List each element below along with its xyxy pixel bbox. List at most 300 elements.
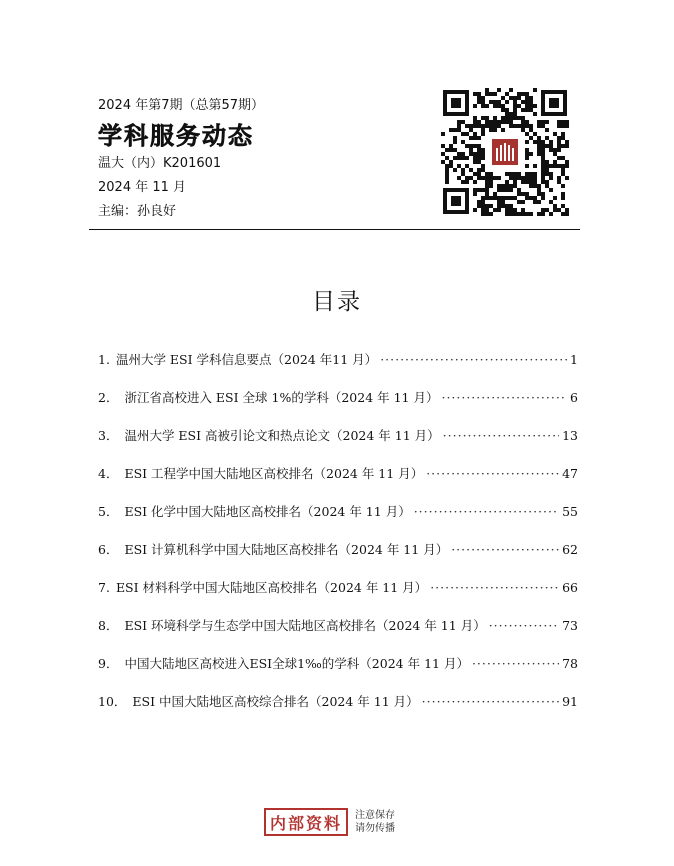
- qr-module: [481, 96, 485, 100]
- qr-module: [497, 208, 501, 212]
- qr-module: [481, 104, 485, 108]
- qr-module: [525, 96, 529, 100]
- qr-module: [489, 180, 493, 184]
- registration-number: 温大（内）K201601: [98, 156, 222, 171]
- qr-module: [553, 148, 557, 152]
- qr-module: [513, 96, 517, 100]
- qr-module: [521, 208, 525, 212]
- qr-module: [529, 212, 533, 216]
- qr-module: [525, 104, 529, 108]
- qr-module: [453, 156, 457, 160]
- qr-module: [537, 144, 541, 148]
- toc-leader-dots: [451, 542, 559, 557]
- qr-module: [561, 172, 565, 176]
- qr-module: [553, 196, 557, 200]
- qr-module: [517, 92, 521, 96]
- qr-module: [525, 212, 529, 216]
- toc-item-title: ESI 环境科学与生态学中国大陆地区高校排名（2024 年 11 月）: [124, 618, 486, 633]
- qr-module: [525, 164, 529, 168]
- qr-module: [489, 100, 493, 104]
- qr-module: [565, 120, 569, 124]
- qr-module: [557, 136, 561, 140]
- qr-module: [513, 208, 517, 212]
- qr-module: [489, 212, 493, 216]
- toc-item-number: 5．: [98, 504, 119, 519]
- qr-module: [541, 156, 545, 160]
- qr-module: [485, 212, 489, 216]
- qr-module: [561, 204, 565, 208]
- qr-module: [541, 172, 545, 176]
- qr-module: [473, 116, 477, 120]
- qr-module: [561, 184, 565, 188]
- qr-module: [477, 92, 481, 96]
- qr-module: [477, 124, 481, 128]
- qr-module: [549, 172, 553, 176]
- qr-module: [537, 188, 541, 192]
- qr-module: [517, 172, 521, 176]
- qr-module: [549, 200, 553, 204]
- qr-module: [489, 128, 493, 132]
- qr-module: [489, 176, 493, 180]
- qr-module: [493, 124, 497, 128]
- qr-module: [533, 180, 537, 184]
- qr-module: [505, 188, 509, 192]
- qr-module: [469, 168, 473, 172]
- qr-module: [453, 168, 457, 172]
- qr-module: [565, 160, 569, 164]
- qr-module: [453, 128, 457, 132]
- qr-module: [517, 116, 521, 120]
- qr-module: [521, 100, 525, 104]
- qr-module: [485, 116, 489, 120]
- qr-module: [557, 148, 561, 152]
- qr-module: [493, 192, 497, 196]
- qr-module: [453, 148, 457, 152]
- qr-module: [561, 168, 565, 172]
- qr-module: [545, 136, 549, 140]
- notice-line-1: 注意保存: [355, 810, 395, 821]
- qr-module: [473, 136, 477, 140]
- qr-module: [549, 140, 553, 144]
- qr-module: [525, 192, 529, 196]
- qr-module: [477, 144, 481, 148]
- qr-module: [457, 164, 461, 168]
- toc-leader-dots: [380, 352, 567, 367]
- qr-module: [497, 88, 501, 92]
- qr-module: [549, 188, 553, 192]
- toc-item[interactable]: [98, 616, 578, 636]
- qr-module: [493, 196, 497, 200]
- qr-module: [485, 176, 489, 180]
- toc-item[interactable]: [98, 654, 578, 674]
- toc-item-number: 3．: [98, 428, 119, 443]
- toc-item-number: 6．: [98, 542, 119, 557]
- toc-title: 目录: [312, 289, 362, 315]
- qr-module: [477, 136, 481, 140]
- qr-module: [489, 204, 493, 208]
- qr-module: [557, 120, 561, 124]
- qr-module: [561, 132, 565, 136]
- toc-item-page: 78: [562, 656, 578, 671]
- qr-module: [525, 120, 529, 124]
- qr-module: [497, 176, 501, 180]
- qr-module: [553, 152, 557, 156]
- toc-item-title: 温州大学 ESI 高被引论文和热点论文（2024 年 11 月）: [124, 428, 440, 443]
- qr-module: [505, 116, 509, 120]
- qr-module: [489, 196, 493, 200]
- qr-module: [453, 136, 457, 140]
- qr-module: [541, 212, 545, 216]
- qr-module: [513, 116, 517, 120]
- qr-module: [513, 104, 517, 108]
- qr-module: [489, 184, 493, 188]
- qr-module: [529, 136, 533, 140]
- qr-module: [537, 124, 541, 128]
- qr-module: [477, 160, 481, 164]
- qr-module: [561, 120, 565, 124]
- qr-module: [561, 156, 565, 160]
- qr-module: [537, 152, 541, 156]
- qr-module: [505, 196, 509, 200]
- qr-module: [497, 200, 501, 204]
- qr-module: [497, 184, 501, 188]
- qr-module: [537, 136, 541, 140]
- qr-module: [509, 116, 513, 120]
- qr-module: [517, 96, 521, 100]
- qr-module: [545, 144, 549, 148]
- qr-module: [541, 196, 545, 200]
- qr-module: [497, 104, 501, 108]
- qr-module: [541, 164, 545, 168]
- toc-item-page: 62: [562, 542, 578, 557]
- header-divider: [89, 229, 580, 230]
- qr-module: [445, 168, 449, 172]
- qr-module: [533, 176, 537, 180]
- qr-module: [493, 120, 497, 124]
- toc-item-number: 4．: [98, 466, 119, 481]
- toc-item[interactable]: [98, 426, 578, 446]
- qr-module: [469, 136, 473, 140]
- qr-module: [477, 168, 481, 172]
- qr-module: [457, 176, 461, 180]
- qr-module: [465, 124, 469, 128]
- qr-module: [513, 108, 517, 112]
- qr-module: [517, 176, 521, 180]
- toc-item[interactable]: [98, 502, 578, 522]
- qr-module: [473, 208, 477, 212]
- qr-module: [441, 144, 445, 148]
- qr-module: [541, 152, 545, 156]
- qr-module: [481, 148, 485, 152]
- qr-module: [465, 180, 469, 184]
- qr-module: [501, 184, 505, 188]
- qr-module: [545, 172, 549, 176]
- qr-module: [501, 128, 505, 132]
- qr-module: [477, 204, 481, 208]
- qr-module: [493, 208, 497, 212]
- qr-module: [533, 200, 537, 204]
- qr-module: [549, 176, 553, 180]
- toc-item-page: 66: [562, 580, 578, 595]
- toc-item-number: 7.: [98, 580, 110, 595]
- qr-module: [509, 204, 513, 208]
- qr-module: [481, 152, 485, 156]
- toc-item-page: 55: [562, 504, 578, 519]
- qr-module: [501, 104, 505, 108]
- qr-module: [465, 176, 469, 180]
- qr-module: [513, 112, 517, 116]
- qr-module: [449, 160, 453, 164]
- qr-module: [521, 116, 525, 120]
- qr-module: [481, 176, 485, 180]
- qr-module: [505, 212, 509, 216]
- qr-module: [529, 100, 533, 104]
- qr-module: [513, 184, 517, 188]
- qr-module: [529, 172, 533, 176]
- qr-module: [525, 180, 529, 184]
- qr-module: [529, 124, 533, 128]
- qr-module: [565, 144, 569, 148]
- qr-module: [529, 196, 533, 200]
- qr-module: [497, 204, 501, 208]
- qr-module: [461, 156, 465, 160]
- qr-module: [565, 164, 569, 168]
- qr-module: [473, 92, 477, 96]
- qr-module: [541, 208, 545, 212]
- qr-module: [473, 172, 477, 176]
- qr-module: [485, 184, 489, 188]
- qr-module: [481, 188, 485, 192]
- qr-module: [565, 140, 569, 144]
- qr-module: [493, 128, 497, 132]
- qr-module: [541, 120, 545, 124]
- qr-module: [473, 160, 477, 164]
- qr-module: [509, 188, 513, 192]
- qr-module: [441, 132, 445, 136]
- qr-module: [541, 124, 545, 128]
- qr-module: [525, 124, 529, 128]
- qr-module: [485, 204, 489, 208]
- qr-module: [521, 212, 525, 216]
- toc-item-page: 73: [562, 618, 578, 633]
- qr-module: [473, 120, 477, 124]
- toc-item[interactable]: [98, 692, 578, 712]
- qr-module: [561, 136, 565, 140]
- qr-module: [517, 192, 521, 196]
- toc-item[interactable]: [98, 540, 578, 560]
- qr-module: [541, 176, 545, 180]
- qr-module: [477, 152, 481, 156]
- qr-module: [557, 180, 561, 184]
- qr-module: [557, 144, 561, 148]
- toc-leader-dots: [426, 466, 559, 481]
- qr-module: [513, 172, 517, 176]
- qr-module: [461, 152, 465, 156]
- qr-code-icon[interactable]: [441, 88, 569, 216]
- qr-module: [477, 156, 481, 160]
- qr-module: [557, 208, 561, 212]
- toc-item[interactable]: [98, 464, 578, 484]
- qr-module: [445, 180, 449, 184]
- qr-module: [505, 100, 509, 104]
- qr-module: [529, 108, 533, 112]
- qr-module: [525, 100, 529, 104]
- confidentiality-notice: [355, 809, 395, 835]
- qr-module: [441, 160, 445, 164]
- qr-module: [465, 164, 469, 168]
- qr-module: [537, 192, 541, 196]
- publication-date: 2024 年 11 月: [98, 180, 187, 195]
- qr-module: [549, 148, 553, 152]
- qr-module: [545, 164, 549, 168]
- qr-module: [505, 172, 509, 176]
- toc-item-title: ESI 材料科学中国大陆地区高校排名（2024 年 11 月）: [115, 580, 428, 595]
- toc-item-number: 1.: [98, 352, 110, 367]
- qr-module: [517, 212, 521, 216]
- qr-module: [473, 144, 477, 148]
- qr-module: [545, 168, 549, 172]
- toc-item[interactable]: [98, 350, 578, 370]
- qr-module: [553, 204, 557, 208]
- qr-module: [501, 108, 505, 112]
- qr-module: [565, 208, 569, 212]
- qr-module: [509, 88, 513, 92]
- qr-module: [497, 100, 501, 104]
- qr-module: [533, 88, 537, 92]
- qr-module: [497, 120, 501, 124]
- qr-module: [477, 120, 481, 124]
- qr-module: [473, 124, 477, 128]
- qr-module: [485, 92, 489, 96]
- qr-module: [485, 172, 489, 176]
- qr-module: [461, 180, 465, 184]
- qr-module: [473, 188, 477, 192]
- qr-module: [481, 196, 485, 200]
- qr-module: [493, 100, 497, 104]
- qr-module: [473, 156, 477, 160]
- toc-item-number: 2．: [98, 390, 119, 405]
- qr-module: [561, 196, 565, 200]
- toc-item-title: 浙江省高校进入 ESI 全球 1%的学科（2024 年 11 月）: [124, 390, 439, 405]
- qr-module: [521, 92, 525, 96]
- toc-leader-dots: [441, 390, 567, 405]
- qr-module: [509, 212, 513, 216]
- qr-module: [469, 152, 473, 156]
- qr-module: [485, 120, 489, 124]
- qr-module: [501, 120, 505, 124]
- qr-module: [485, 180, 489, 184]
- qr-module: [513, 180, 517, 184]
- qr-module: [509, 112, 513, 116]
- qr-module: [505, 120, 509, 124]
- qr-module: [477, 148, 481, 152]
- qr-module: [521, 176, 525, 180]
- qr-module: [533, 196, 537, 200]
- qr-module: [513, 176, 517, 180]
- qr-module: [521, 120, 525, 124]
- qr-module: [461, 168, 465, 172]
- qr-module: [561, 124, 565, 128]
- qr-module: [541, 148, 545, 152]
- qr-module: [513, 100, 517, 104]
- qr-module: [553, 164, 557, 168]
- toc-item-title: ESI 中国大陆地区高校综合排名（2024 年 11 月）: [132, 694, 419, 709]
- qr-module: [549, 144, 553, 148]
- qr-module: [481, 116, 485, 120]
- toc-item[interactable]: [98, 388, 578, 408]
- qr-module: [473, 192, 477, 196]
- qr-module: [553, 208, 557, 212]
- qr-module: [485, 188, 489, 192]
- toc-item-number: 9．: [98, 656, 119, 671]
- qr-module: [529, 184, 533, 188]
- qr-module: [501, 204, 505, 208]
- editor-name: 主编：孙良好: [98, 204, 177, 219]
- qr-module: [509, 124, 513, 128]
- qr-module: [445, 176, 449, 180]
- qr-module: [481, 164, 485, 168]
- qr-module: [545, 208, 549, 212]
- qr-module: [541, 180, 545, 184]
- qr-module: [481, 208, 485, 212]
- qr-module: [525, 108, 529, 112]
- qr-module: [449, 128, 453, 132]
- notice-line-2: 请勿传播: [355, 823, 395, 834]
- qr-module: [557, 140, 561, 144]
- qr-module: [521, 108, 525, 112]
- qr-module: [445, 172, 449, 176]
- qr-module: [473, 152, 477, 156]
- qr-module: [477, 176, 481, 180]
- qr-module: [477, 100, 481, 104]
- qr-module: [473, 132, 477, 136]
- qr-module: [529, 180, 533, 184]
- qr-module: [517, 200, 521, 204]
- qr-module: [449, 144, 453, 148]
- qr-module: [557, 164, 561, 168]
- qr-module: [561, 212, 565, 216]
- qr-module: [477, 172, 481, 176]
- qr-module: [465, 156, 469, 160]
- qr-module: [513, 196, 517, 200]
- qr-module: [521, 128, 525, 132]
- qr-module: [481, 100, 485, 104]
- qr-module: [525, 156, 529, 160]
- toc-leader-dots: [489, 618, 559, 633]
- toc-item[interactable]: [98, 578, 578, 598]
- qr-module: [533, 104, 537, 108]
- qr-module: [493, 92, 497, 96]
- qr-module: [485, 124, 489, 128]
- qr-module: [505, 184, 509, 188]
- qr-module: [509, 176, 513, 180]
- qr-module: [537, 140, 541, 144]
- qr-module: [473, 104, 477, 108]
- qr-module: [529, 96, 533, 100]
- qr-module: [465, 132, 469, 136]
- qr-module: [449, 164, 453, 168]
- qr-module: [533, 164, 537, 168]
- qr-module: [485, 192, 489, 196]
- qr-module: [537, 200, 541, 204]
- qr-module: [529, 152, 533, 156]
- qr-module: [493, 116, 497, 120]
- qr-module: [521, 180, 525, 184]
- qr-module: [541, 192, 545, 196]
- qr-module: [509, 96, 513, 100]
- qr-module: [561, 164, 565, 168]
- qr-module: [485, 104, 489, 108]
